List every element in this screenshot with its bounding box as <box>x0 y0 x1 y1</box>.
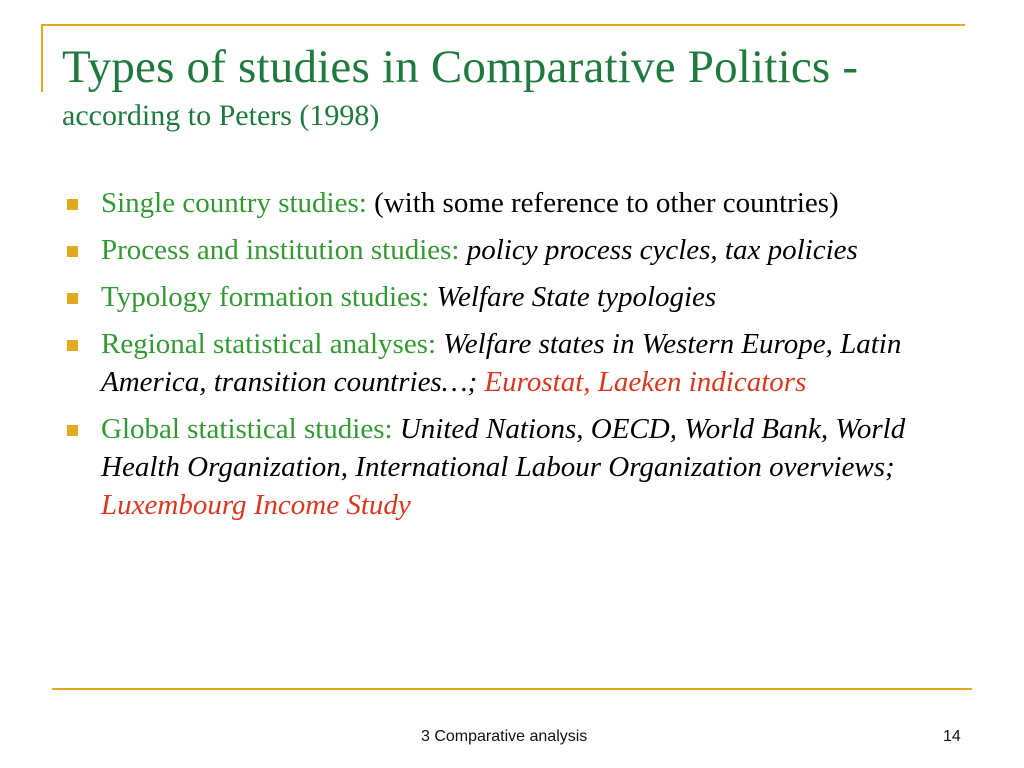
square-bullet-icon <box>67 425 78 436</box>
item-label: Typology formation studies: <box>101 281 430 313</box>
slide-subtitle: according to Peters (1998) <box>62 99 380 132</box>
list-item-global-statistics <box>62 410 962 524</box>
item-description: Welfare State typologies <box>429 281 717 313</box>
list-item-typology-formation <box>62 278 962 316</box>
item-highlight: Luxembourg Income Study <box>101 489 411 521</box>
page-number: 14 <box>943 728 961 745</box>
list-item-single-country <box>62 184 962 222</box>
bottom-accent-line <box>52 688 972 690</box>
left-accent-line <box>41 24 43 92</box>
bullet-list <box>62 184 962 533</box>
list-item-regional-statistics <box>62 325 962 401</box>
item-description: (with some reference to other countries) <box>366 187 839 219</box>
square-bullet-icon <box>67 293 78 304</box>
item-description: United Nations, OECD, World Bank, World Health Organization, International Labour Organization overviews; <box>101 413 906 483</box>
item-description: Welfare states in Western Europe, Latin America, transition countries…; <box>101 328 902 398</box>
item-description: policy process cycles, tax policies <box>459 234 858 266</box>
square-bullet-icon <box>67 246 78 257</box>
top-accent-line <box>41 24 965 26</box>
square-bullet-icon <box>67 199 78 210</box>
slide-title <box>62 41 1002 132</box>
item-label: Process and institution studies: <box>101 234 460 266</box>
slide-title-main: Types of studies in Comparative Politics - <box>62 41 859 93</box>
item-highlight: Eurostat, Laeken indicators <box>477 366 807 398</box>
item-label: Global statistical studies: <box>101 413 393 445</box>
square-bullet-icon <box>67 340 78 351</box>
footer-text: 3 Comparative analysis <box>421 728 588 745</box>
item-label: Single country studies: <box>101 187 367 219</box>
item-label: Regional statistical analyses: <box>101 328 437 360</box>
list-item-process-institution <box>62 231 962 269</box>
